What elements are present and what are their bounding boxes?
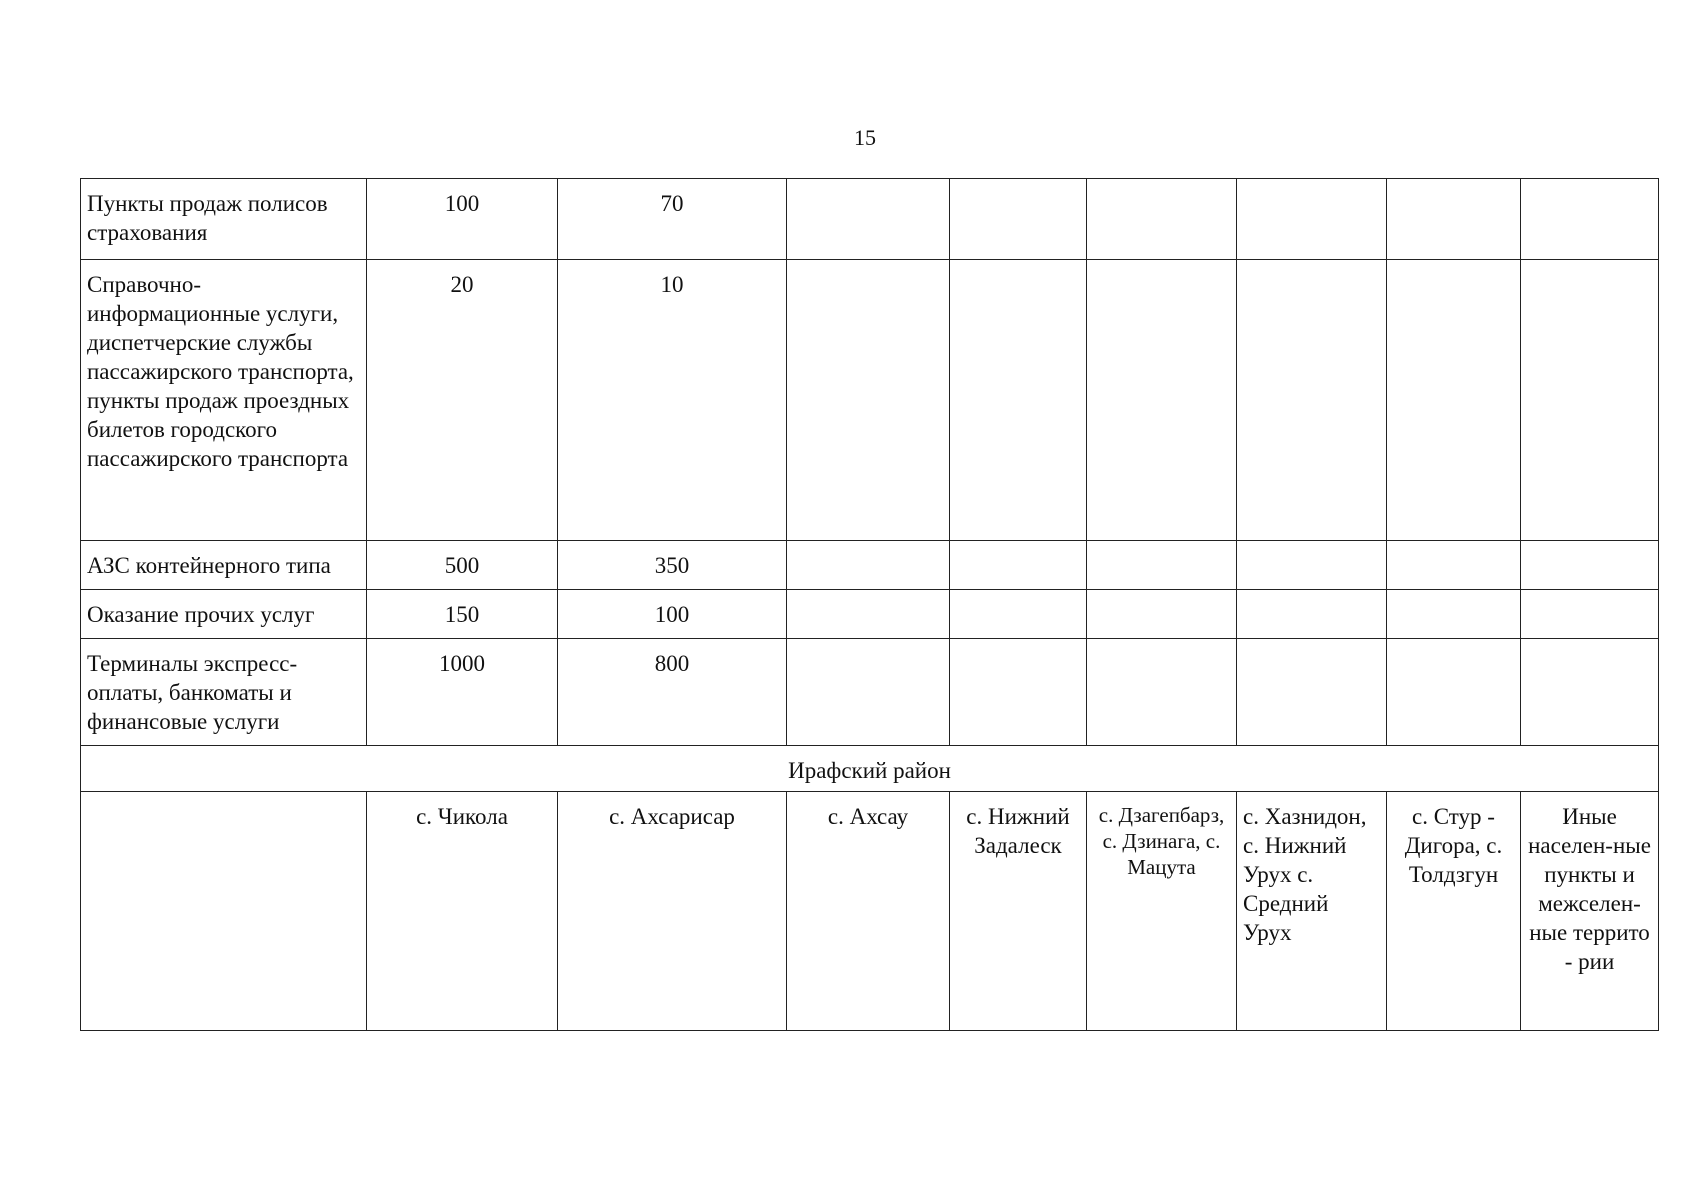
table-row bbox=[81, 179, 1659, 260]
empty-cell bbox=[950, 590, 1087, 639]
empty-cell bbox=[1387, 260, 1521, 541]
value-cell: 70 bbox=[558, 179, 787, 260]
district-heading: Ирафский район bbox=[81, 746, 1659, 792]
village-cell: с. Нижний Задалеск bbox=[950, 792, 1087, 1031]
value-cell: 150 bbox=[367, 590, 558, 639]
village-cell: с. Стур - Дигора, с. Толдзгун bbox=[1387, 792, 1521, 1031]
table-row bbox=[81, 639, 1659, 746]
value-cell: 100 bbox=[367, 179, 558, 260]
empty-cell bbox=[787, 260, 950, 541]
empty-cell bbox=[1237, 541, 1387, 590]
empty-cell bbox=[1387, 590, 1521, 639]
empty-cell bbox=[1087, 260, 1237, 541]
empty-cell bbox=[81, 792, 367, 1031]
empty-cell bbox=[787, 639, 950, 746]
village-cell: с. Дзагепбарз, с. Дзинага, с. Мацута bbox=[1087, 792, 1237, 1031]
village-cell: с. Хазнидон, с. Нижний Урух с. Средний Урух bbox=[1237, 792, 1387, 1031]
row-label: Справочно-информационные услуги, диспетчерские службы пассажирского транспорта, пункты продаж проездных билетов городского пассажирского транспорта bbox=[81, 260, 367, 541]
empty-cell bbox=[1237, 179, 1387, 260]
empty-cell bbox=[787, 179, 950, 260]
empty-cell bbox=[950, 179, 1087, 260]
value-cell: 10 bbox=[558, 260, 787, 541]
village-cell: с. Ахсарисар bbox=[558, 792, 787, 1031]
empty-cell bbox=[787, 590, 950, 639]
village-cell: Иные населен-ные пункты и межселен-ные террито - рии bbox=[1521, 792, 1659, 1031]
village-cell: с. Чикола bbox=[367, 792, 558, 1031]
empty-cell bbox=[1087, 639, 1237, 746]
empty-cell bbox=[1237, 590, 1387, 639]
empty-cell bbox=[1521, 541, 1659, 590]
table-row bbox=[81, 541, 1659, 590]
villages-row bbox=[81, 792, 1659, 1031]
empty-cell bbox=[1521, 590, 1659, 639]
value-cell: 20 bbox=[367, 260, 558, 541]
empty-cell bbox=[1521, 260, 1659, 541]
empty-cell bbox=[1087, 541, 1237, 590]
empty-cell bbox=[1237, 639, 1387, 746]
empty-cell bbox=[950, 541, 1087, 590]
empty-cell bbox=[1387, 541, 1521, 590]
value-cell: 500 bbox=[367, 541, 558, 590]
value-cell: 800 bbox=[558, 639, 787, 746]
empty-cell bbox=[1087, 590, 1237, 639]
empty-cell bbox=[1237, 260, 1387, 541]
empty-cell bbox=[1521, 179, 1659, 260]
value-cell: 350 bbox=[558, 541, 787, 590]
empty-cell bbox=[787, 541, 950, 590]
empty-cell bbox=[1387, 179, 1521, 260]
value-cell: 1000 bbox=[367, 639, 558, 746]
table-row bbox=[81, 590, 1659, 639]
empty-cell bbox=[950, 639, 1087, 746]
page-number: 15 bbox=[854, 125, 876, 150]
row-label: Пункты продаж полисов страхования bbox=[81, 179, 367, 260]
table-row bbox=[81, 260, 1659, 541]
row-label: АЗС контейнерного типа bbox=[81, 541, 367, 590]
village-cell: с. Ахсау bbox=[787, 792, 950, 1031]
empty-cell bbox=[1087, 179, 1237, 260]
services-table bbox=[80, 178, 1659, 1031]
row-label: Терминалы экспресс-оплаты, банкоматы и финансовые услуги bbox=[81, 639, 367, 746]
district-row bbox=[81, 746, 1659, 792]
value-cell: 100 bbox=[558, 590, 787, 639]
empty-cell bbox=[1521, 639, 1659, 746]
empty-cell bbox=[1387, 639, 1521, 746]
empty-cell bbox=[950, 260, 1087, 541]
row-label: Оказание прочих услуг bbox=[81, 590, 367, 639]
